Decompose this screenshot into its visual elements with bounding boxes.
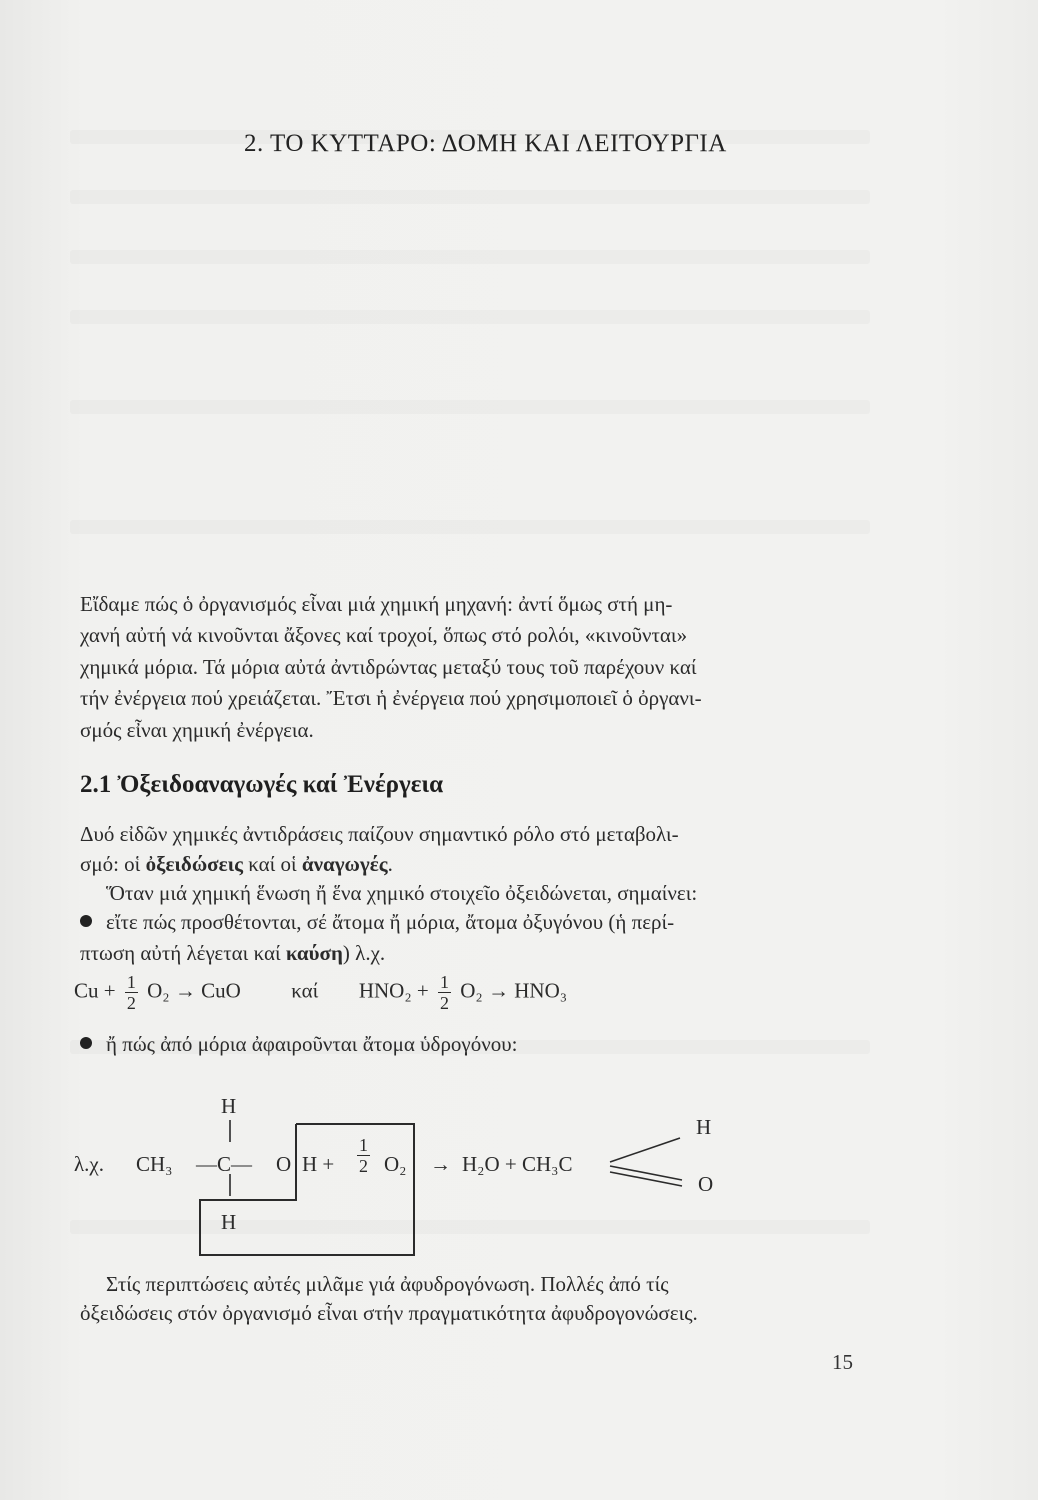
text-run: ) λ.χ. bbox=[342, 941, 386, 965]
term-reduction: ἀναγωγές bbox=[301, 852, 388, 876]
bond-c-h bbox=[610, 1138, 680, 1162]
section-line: Δυό εἰδῶν χημικές ἀντιδράσεις παίζουν σημαντικό ρόλο στό μεταβολι- bbox=[80, 822, 679, 846]
fraction-denominator: 2 bbox=[359, 1156, 368, 1176]
closing-line: ὀξειδώσεις στόν ὀργανισμό εἶναι στήν πραγματικότητα ἀφυδρογονώσεις. bbox=[80, 1301, 698, 1325]
bleed-through bbox=[70, 520, 870, 534]
oxygen-molecule: O₂ bbox=[384, 1152, 407, 1176]
aldehyde-h: H bbox=[696, 1115, 712, 1139]
intro-line: τήν ἐνέργεια πού χρειάζεται. Ἔτσι ἡ ἐνέργεια πού χρησιμοποιεῖ ὁ ὀργανι- bbox=[80, 686, 702, 710]
bullet-icon bbox=[80, 1037, 92, 1049]
bullet-item bbox=[80, 910, 674, 935]
page-number: 15 bbox=[832, 1350, 853, 1374]
atom-h-plus: H + bbox=[302, 1152, 335, 1176]
products: H₂O + CH₃C bbox=[462, 1152, 573, 1176]
text-run: σμό: οἱ bbox=[80, 852, 146, 876]
removal-box bbox=[200, 1124, 414, 1255]
fraction-numerator: 1 bbox=[440, 972, 450, 992]
atom-h-top: H bbox=[221, 1094, 237, 1118]
eq-term: O₂ → HNO₃ bbox=[460, 978, 568, 1003]
bleed-through bbox=[70, 310, 870, 324]
carbon-center: —C— bbox=[196, 1152, 253, 1176]
chapter-title: 2. ΤΟ ΚΥΤΤΑΡΟ: ΔΟΜΗ ΚΑΙ ΛΕΙΤΟΥΡΓΙΑ bbox=[244, 130, 727, 157]
fraction-numerator: 1 bbox=[359, 1135, 368, 1155]
closing-line: Στίς περιπτώσεις αὐτές μιλᾶμε γιά ἀφυδρογόνωση. Πολλές ἀπό τίς bbox=[106, 1272, 669, 1296]
eq-term: Cu + bbox=[74, 978, 116, 1003]
text-run: . bbox=[387, 852, 393, 876]
fraction-stack bbox=[357, 1135, 370, 1176]
bullet-continuation bbox=[80, 941, 385, 966]
bullet-text: ἤ πώς ἀπό μόρια ἀφαιροῦνται ἄτομα ὑδρογόνου: bbox=[106, 1032, 518, 1056]
fraction-denominator: 2 bbox=[126, 993, 136, 1013]
dehydrogenation-diagram bbox=[0, 1080, 1038, 1280]
fraction-denominator: 2 bbox=[440, 993, 450, 1013]
eq-term: HNO₂ + bbox=[358, 978, 429, 1003]
eq-term: O₂ → CuO bbox=[147, 978, 241, 1003]
bleed-through bbox=[70, 250, 870, 264]
bullet-text: εἴτε πώς προσθέτονται, σέ ἄτομα ἤ μόρια, ἄτομα ὀξυγόνου (ἡ περί- bbox=[106, 910, 675, 934]
text-run: καί οἱ bbox=[242, 852, 302, 876]
fraction bbox=[438, 972, 451, 1013]
section-line: Ὅταν μιά χημική ἕνωση ἤ ἕνα χημικό στοιχεῖο ὀξειδώνεται, σημαίνει: bbox=[106, 881, 698, 905]
bullet-icon bbox=[80, 915, 92, 927]
atom-o: O bbox=[276, 1152, 292, 1176]
intro-line: χανή αὐτή νά κινοῦνται ἄξονες καί τροχοί, ὅπως στό ρολόι, «κινοῦνται» bbox=[80, 623, 688, 647]
fraction bbox=[353, 1135, 374, 1176]
methyl-group: CH₃ bbox=[136, 1152, 173, 1176]
eq-conjunction: καί bbox=[291, 978, 319, 1003]
fraction-numerator: 1 bbox=[126, 972, 136, 992]
bond-c-o-double bbox=[610, 1172, 682, 1186]
reaction-arrow: → bbox=[430, 1152, 451, 1176]
bond-c-o bbox=[610, 1166, 682, 1180]
section-title: 2.1 Ὀξειδοαναγωγές καί Ἐνέργεια bbox=[80, 771, 444, 798]
bleed-through bbox=[70, 400, 870, 414]
term-oxidation: ὀξειδώσεις bbox=[145, 852, 243, 876]
eq-prefix: λ.χ. bbox=[74, 1152, 105, 1176]
section-line bbox=[80, 852, 393, 877]
intro-line: σμός εἶναι χημική ἐνέργεια. bbox=[80, 718, 314, 742]
equation-1 bbox=[74, 972, 567, 1013]
intro-line: Εἴδαμε πώς ὁ ὀργανισμός εἶναι μιά χημική μηχανή: ἀντί ὅμως στή μη- bbox=[80, 592, 673, 616]
fraction bbox=[125, 972, 138, 1013]
bleed-through bbox=[70, 190, 870, 204]
intro-line: χημικά μόρια. Τά μόρια αὐτά ἀντιδρώντας μεταξύ τους τοῦ παρέχουν καί bbox=[80, 655, 697, 679]
term-combustion: καύση bbox=[285, 941, 343, 965]
bullet-item bbox=[80, 1032, 517, 1057]
text-run: πτωση αὐτή λέγεται καί bbox=[80, 941, 286, 965]
aldehyde-o: O bbox=[698, 1172, 714, 1196]
atom-h-bottom: H bbox=[221, 1210, 237, 1234]
